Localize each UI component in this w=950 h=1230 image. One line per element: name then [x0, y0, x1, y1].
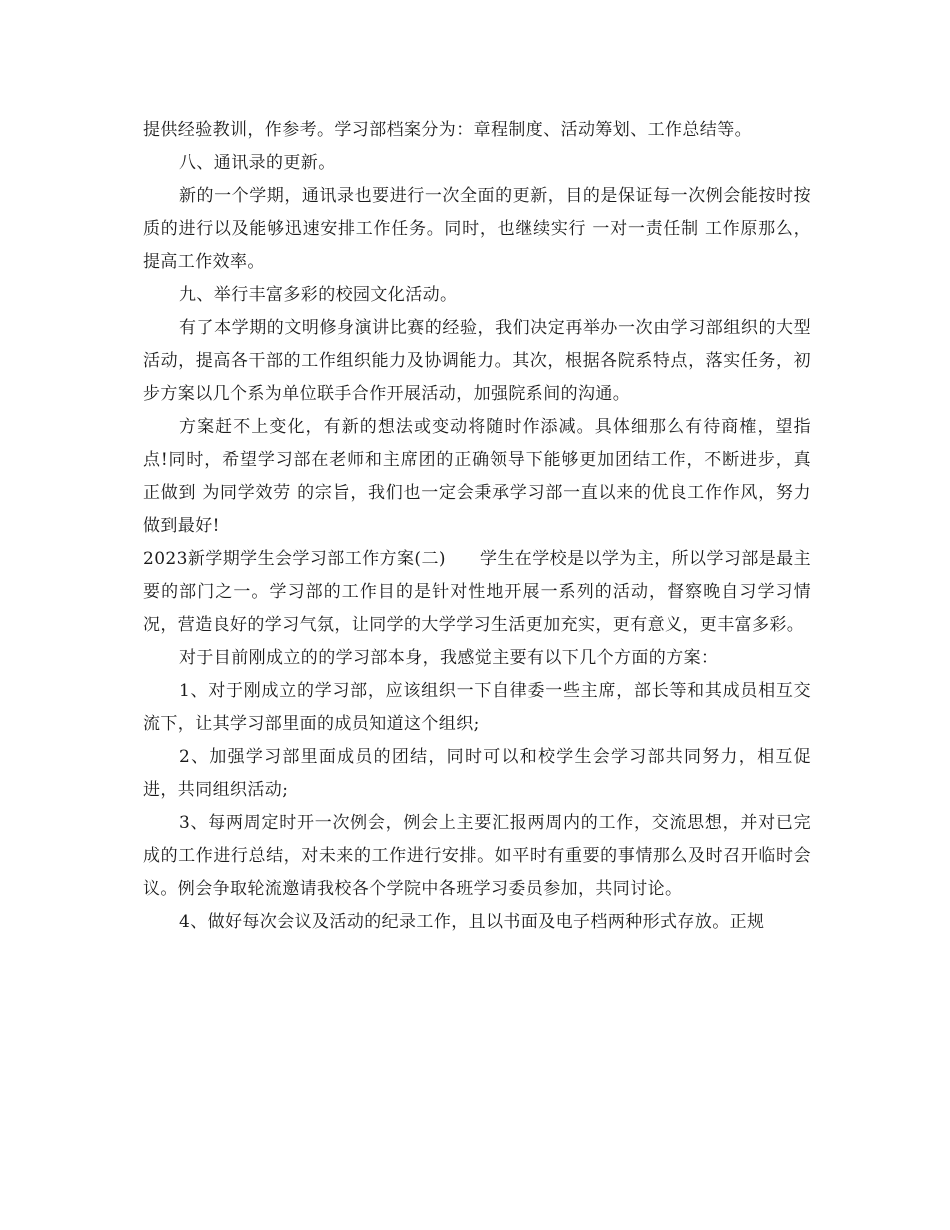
paragraph-contact-update: 新的一个学期，通讯录也要进行一次全面的更新，目的是保证每一次例会能按时按质的进行以及能够迅速安排工作任务。同时，也继续实行 一对一责任制 工作原那么，提高工作效率。 [143, 186, 811, 272]
paragraph-plan-overview: 对于目前刚成立的的学习部本身，我感觉主要有以下几个方面的方案： [179, 648, 719, 668]
paragraph-campus-activities: 有了本学期的文明修身演讲比赛的经验，我们决定再举办一次由学习部组织的大型活动，提高各干部的工作组织能力及协调能力。其次，根据各院系特点，落实任务，初步方案以几个系为单位联手合作开展活动，加强院系间的沟通。 [143, 318, 811, 404]
plan-two-title: 2023新学期学生会学习部工作方案(二) [143, 549, 446, 569]
plan-two-intro-text: 学生在学校是以学为主，所以学习部是最主要的部门之一。学习部的工作目的是针对性地开展一系列的活动，督察晚自习学习情况，营造良好的学习气氛，让同学的大学学习生活更加充实，更有意义，更丰富多彩。 [143, 549, 811, 635]
list-item-1: 1、对于刚成立的学习部，应该组织一下自律委一些主席，部长等和其成员相互交流下，让其学习部里面的成员知道这个组织; [143, 681, 811, 734]
list-item-4: 4、做好每次会议及活动的纪录工作，且以书面及电子档两种形式存放。正规 [179, 912, 765, 932]
list-item-2: 2、加强学习部里面成员的团结，同时可以和校学生会学习部共同努力，相互促进，共同组织活动; [143, 747, 811, 800]
paragraph-plan-two-intro [143, 543, 811, 642]
paragraph-archive-note: 提供经验教训，作参考。学习部档案分为：章程制度、活动筹划、工作总结等。 [143, 120, 752, 140]
paragraph-closing-remarks: 方案赶不上变化，有新的想法或变动将随时作添减。具体细那么有待商榷，望指点!同时，希望学习部在老师和主席团的正确领导下能够更加团结工作，不断进步，真正做到 为同学效劳 的宗旨，我们也一定会秉承学习部一直以来的优良工作作风，努力做到最好! [143, 417, 811, 536]
list-item-3: 3、每两周定时开一次例会，例会上主要汇报两周内的工作，交流思想，并对已完成的工作进行总结，对未来的工作进行安排。如平时有重要的事情那么及时召开临时会议。例会争取轮流邀请我校各个学院中各班学习委员参加，共同讨论。 [143, 813, 811, 899]
document-body [143, 114, 811, 939]
heading-contact-update: 八、通讯录的更新。 [179, 153, 336, 173]
heading-campus-activities: 九、举行丰富多彩的校园文化活动。 [179, 285, 458, 305]
